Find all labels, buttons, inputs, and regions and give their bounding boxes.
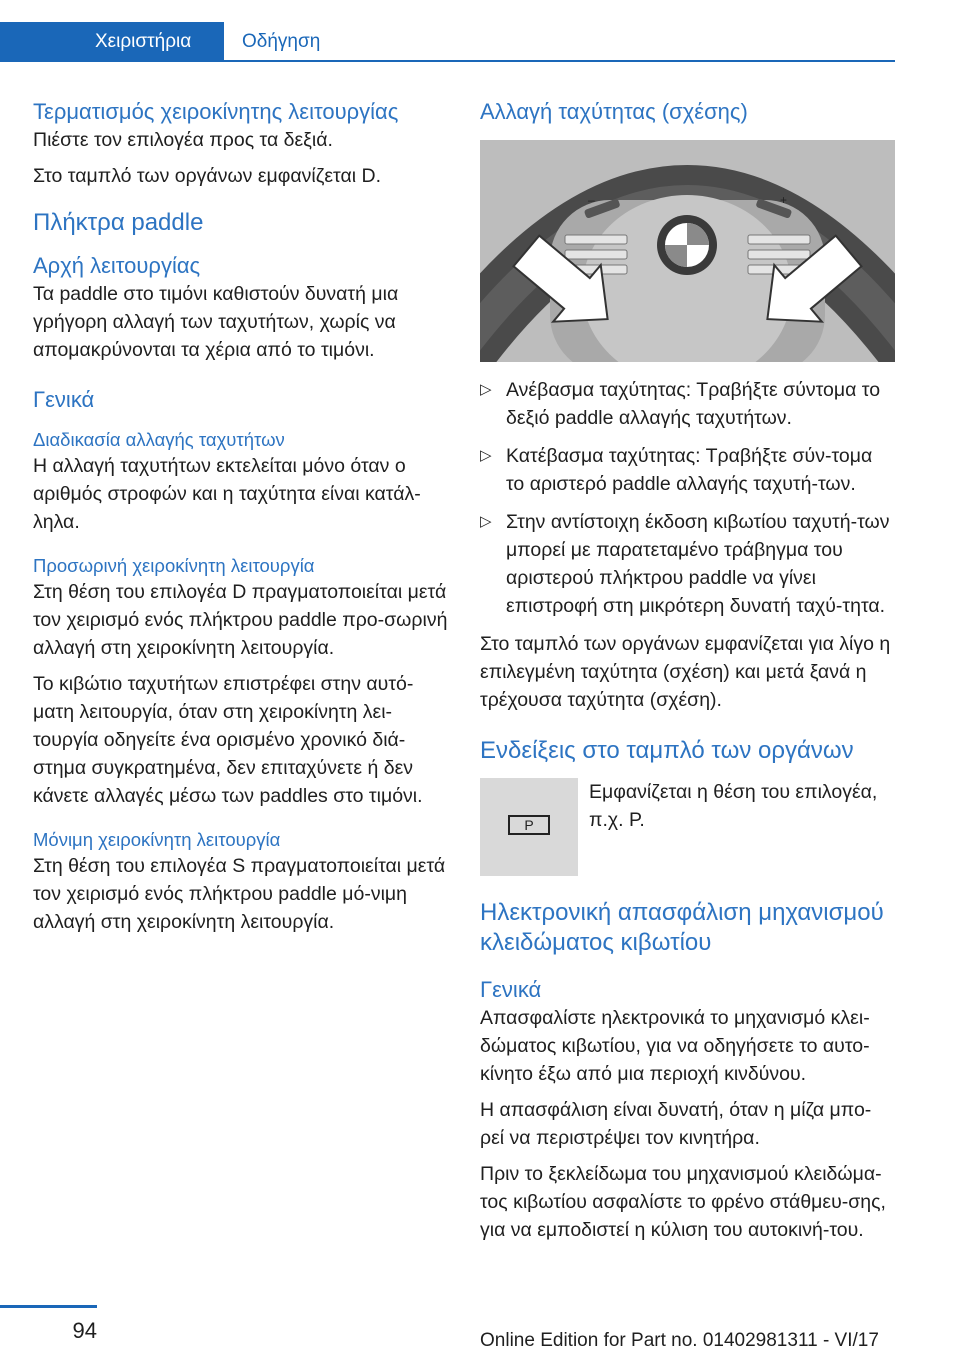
tab-driving[interactable]: Οδήγηση (242, 31, 321, 52)
left-column (33, 98, 449, 936)
heading-general: Γενικά (480, 977, 542, 1002)
edition-text: Online Edition for Part no. 01402981311 - VI/17 (480, 1330, 879, 1351)
triangle-bullet-icon: ▷ (480, 513, 492, 530)
paragraph: Στη θέση του επιλογέα D πραγματοποιείται μετά τον χειρισμό ενός πλήκτρου paddle προ‐σωρινή αλλαγή στη χειροκίνητη λειτουργία. (33, 581, 448, 659)
triangle-bullet-icon: ▷ (480, 447, 492, 464)
right-column (480, 98, 895, 1244)
heading-permanent-manual: Μόνιμη χειροκίνητη λειτουργία (33, 829, 281, 850)
selector-display-image (480, 778, 578, 876)
paragraph: Στο ταμπλό των οργάνων εμφανίζεται για λίγο η επιλεγμένη ταχύτητα (σχέση) και μετά ξανά η τρέχουσα ταχύτητα (σχέση). (480, 633, 891, 711)
paragraph: Στη θέση του επιλογέα S πραγματοποιείται μετά τον χειρισμό ενός πλήκτρου paddle μό‐νιμη αλλαγή στη χειροκίνητη λειτουργία. (33, 855, 446, 933)
paragraph: Στο ταμπλό των οργάνων εμφανίζεται D. (33, 165, 382, 187)
header-tabs (0, 22, 895, 62)
paragraph: Απασφαλίστε ηλεκτρονικά το μηχανισμό κλει‐δώματος κιβωτίου, για να οδηγήσετε το αυτο‐κίνητο έξω από μια περιοχή κινδύνου. (480, 1007, 870, 1085)
page-number: 94 (72, 1318, 97, 1343)
paragraph: Εμφανίζεται η θέση του επιλογέα, π.χ. P. (589, 781, 878, 831)
paragraph: Το κιβώτιο ταχυτήτων επιστρέφει στην αυτό‐ματη λειτουργία, όταν στη χειροκίνητη λει‐τουργία οδηγείτε ένα ορισμένο χρονικό διά‐στημα συγκρατημένα, δεν επιταχύνετε ή δεν κάνετε αλλαγές μέσω των paddles στο τιμόνι. (33, 673, 423, 807)
display-indicator (480, 778, 895, 876)
steering-wheel-image (480, 140, 895, 362)
paragraph: Τα paddle στο τιμόνι καθιστούν δυνατή μια γρήγορη αλλαγή των ταχυτήτων, χωρίς να απομακρύνονται τα χέρια από το τιμόνι. (33, 283, 399, 361)
heading-paddle-keys: Πλήκτρα paddle (33, 209, 204, 236)
paragraph: Η αλλαγή ταχυτήτων εκτελείται μόνο όταν ο αριθμός στροφών και η ταχύτητα είναι κατάλ‐ληλα. (33, 455, 421, 533)
header-rule (224, 60, 895, 62)
right-paddle-label: + (780, 193, 788, 207)
paragraph: Πριν το ξεκλείδωμα του μηχανισμού κλειδώμα‐τος κιβωτίου ασφαλίστε το φρένο στάθμευ‐σης, για να εμποδιστεί η κύλιση του αυτοκινή‐του. (480, 1163, 886, 1241)
heading-shift-procedure: Διαδικασία αλλαγής ταχυτήτων (33, 429, 285, 450)
list-item: ▷ Ανέβασμα ταχύτητας: Τραβήξτε σύντομα το δεξιό paddle αλλαγής ταχυτήτων. (480, 376, 895, 432)
heading-end-manual-mode: Τερματισμός χειροκίνητης λειτουργίας (33, 99, 399, 124)
heading-temporary-manual: Προσωρινή χειροκίνητη λειτουργία (33, 555, 315, 576)
heading-principle: Αρχή λειτουργίας (33, 253, 201, 278)
list-item: ▷ Κατέβασμα ταχύτητας: Τραβήξτε σύν‐τομα το αριστερό paddle αλλαγής ταχυτή‐των. (480, 442, 895, 498)
heading-electronic-unlock: Ηλεκτρονική απασφάλιση μηχανισμού κλειδώματος κιβωτίου (480, 899, 884, 956)
heading-cluster-indicators: Ενδείξεις στο ταμπλό των οργάνων (480, 737, 854, 764)
paragraph: Πιέστε τον επιλογέα προς τα δεξιά. (33, 129, 333, 151)
heading-general: Γενικά (33, 387, 95, 412)
tab-controls[interactable]: Χειριστήρια (0, 22, 224, 62)
paragraph: Η απασφάλιση είναι δυνατή, όταν η μίζα μπο‐ρεί να περιστρέψει τον κινητήρα. (480, 1099, 872, 1149)
heading-gear-change: Αλλαγή ταχύτητας (σχέσης) (480, 99, 748, 124)
left-paddle-label: – (588, 193, 595, 207)
footer-rule (0, 1305, 97, 1308)
triangle-bullet-icon: ▷ (480, 381, 492, 398)
list-item: ▷ Στην αντίστοιχη έκδοση κιβωτίου ταχυτή‐των μπορεί με παρατεταμένο τράβηγμα του αριστερού πλήκτρου paddle να γίνει επιστροφή στη μικρότερη δυνατή ταχύ‐τητα. (480, 508, 895, 620)
selector-position-label: P (508, 815, 550, 835)
gear-change-list (480, 376, 895, 620)
